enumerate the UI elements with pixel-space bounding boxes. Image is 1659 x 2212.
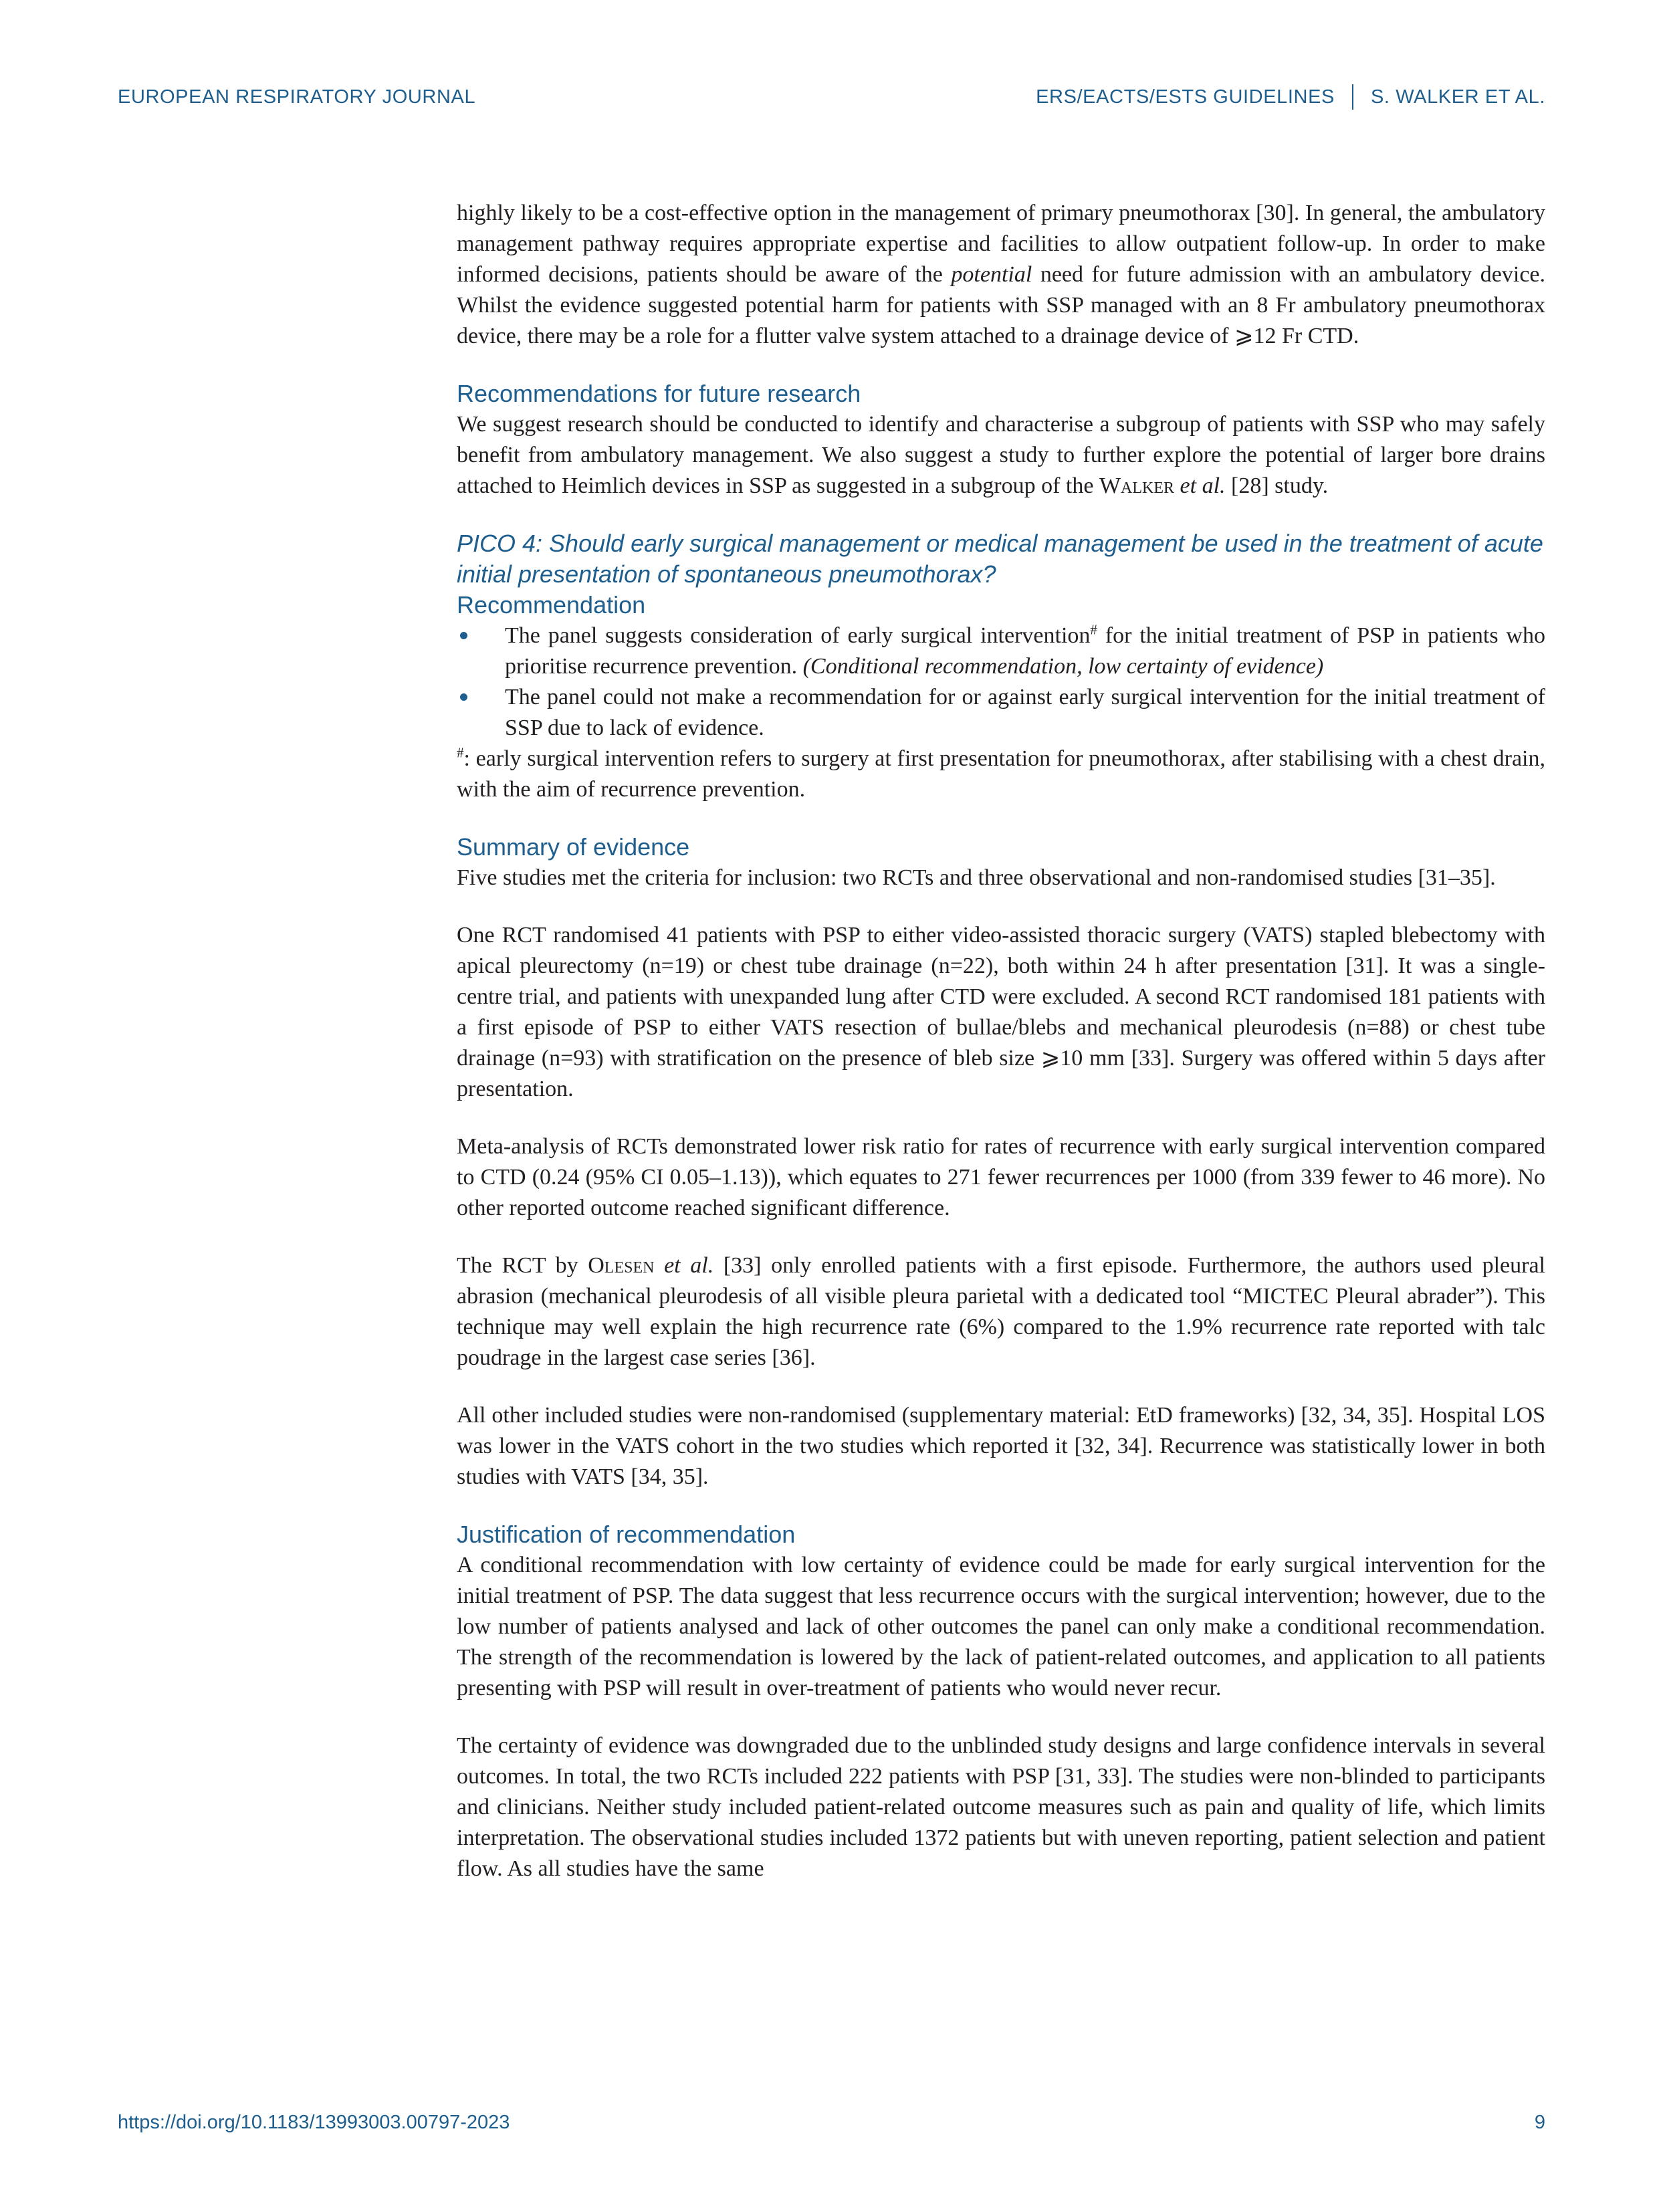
heading-future-research: Recommendations for future research [457,380,861,407]
running-head-right [1036,84,1545,110]
superscript-marker: # [1090,621,1097,638]
paragraph-future-research [457,409,1545,502]
running-head [118,84,1545,110]
smallcaps-author: Olesen [588,1253,665,1278]
bullet-item [457,682,1545,744]
paragraph-justification-2: The certainty of evidence was downgraded due to the unblinded study designs and large confidence intervals in several outcomes. In total, the two RCTs included 222 patients with PSP [31, 33]. The studies were non-blinded to participants and clinicians. Neither study included patient-related outcome measures such as pain and quality of life, which limits interpretation. The observational studies included 1372 patients but with uneven reporting, patient selection and patient flow. As all studies have the same [457,1733,1545,1881]
superscript-marker: # [457,744,464,761]
paragraph-summary-3: Meta-analysis of RCTs demonstrated lower risk ratio for rates of recurrence with early surgical intervention compared to CTD (0.24 (95% CI 0.05–1.13)), which equates to 271 fewer recurrences per 1000 (from 339 fewer to 46 more). No other reported outcome reached significant difference. [457,1134,1545,1220]
heading-summary-of-evidence: Summary of evidence [457,833,690,861]
paragraph-summary-2: One RCT randomised 41 patients with PSP to either video-assisted thoracic surgery (VATS) stapled blebectomy with apical pleurectomy (n=19) or chest tube drainage (n=22), both within 24 h after presentation [31]. It was a single-centre trial, and patients with unexpanded lung after CTD were excluded. A second RCT randomised 181 patients with a first episode of PSP to either VATS resection of bullae/blebs and mechanical pleurodesis (n=88) or chest tube drainage (n=93) with stratification on the presence of bleb size ⩾10 mm [33]. Surgery was offered within 5 days after presentation. [457,923,1545,1101]
text-run: We suggest research should be conducted to identify and characterise a subgroup of patients with SSP who may safely benefit from ambulatory management. We also suggest a study to further explore the potential of larger bore drains attached to Heimlich devices in SSP as suggested in a subgroup of the [457,412,1545,498]
text-run: [28] study. [1225,473,1329,498]
heading-justification: Justification of recommendation [457,1521,796,1548]
paragraph-summary-4 [457,1250,1545,1373]
paragraph-ambulatory [457,198,1545,352]
bullet-text [505,621,1545,682]
doi-link[interactable]: https://doi.org/10.1183/13993003.00797-2023 [118,2112,510,2133]
bullet-icon [460,632,467,639]
italic-run: potential [951,262,1032,287]
bullet-text: The panel could not make a recommendation for or against early surgical intervention for the initial treatment of SSP due to lack of evidence. [505,685,1545,740]
text-run: need for future admission with an ambulatory device. Whilst the evidence suggested potential harm for patients with SSP managed with an 8 Fr ambulatory pneumothorax device, there may be a role for a flutter valve system attached to a drainage device of ⩾12 Fr CTD. [457,262,1545,348]
heading-pico4: PICO 4: Should early surgical management or medical management be used in the treatment of acute initial presentation of spontaneous pneumothorax? [457,530,1543,588]
italic-run: et al. [1180,473,1226,498]
section-label: ERS/EACTS/ESTS GUIDELINES [1036,86,1335,108]
paragraph-summary-5: All other included studies were non-randomised (supplementary material: EtD frameworks) [32, 34, 35]. Hospital LOS was lower in the VATS cohort in the two studies which reported it [32, 34]. Recurrence was statistically lower in both studies with VATS [34, 35]. [457,1403,1545,1489]
page-footer [118,2112,1545,2134]
bullet-icon [460,693,467,701]
header-divider [1352,84,1353,110]
page-number: 9 [1534,2112,1545,2133]
recommendation-list [457,621,1545,744]
text-run: highly likely to be a cost-effective option in the management of primary pneumothorax [30]. In general, the ambulatory management pathway requires appropriate expertise and facilities to allow outpatient follow-up. In order to make informed decisions, patients should be aware of the [457,201,1545,287]
authors-label: S. WALKER ET AL. [1370,86,1545,108]
heading-recommendation: Recommendation [457,591,646,619]
paragraph-justification-1: A conditional recommendation with low certainty of evidence could be made for early surgical intervention for the initial treatment of PSP. The data suggest that less recurrence occurs with the surgical intervention; however, due to the low number of patients analysed and lack of other outcomes the panel can only make a conditional recommendation. The strength of the recommendation is lowered by the lack of patient-related outcomes, and application to all patients presenting with PSP will result in over-treatment of patients who would never recur. [457,1553,1545,1700]
text-run: : early surgical intervention refers to surgery at first presentation for pneumothorax, after stabilising with a chest drain, with the aim of recurrence prevention. [457,746,1545,802]
bullet-item [457,621,1545,682]
text-run: for the initial treatment of PSP in patients who prioritise recurrence prevention. [505,623,1545,679]
text-run: The panel suggests consideration of early surgical intervention [505,623,1091,648]
smallcaps-author: Walker [1099,473,1180,498]
italic-run: et al. [664,1253,714,1278]
paragraph-summary-1: Five studies met the criteria for inclusion: two RCTs and three observational and non-randomised studies [31–35]. [457,865,1496,890]
italic-run: (Conditional recommendation, low certainty of evidence) [802,654,1324,679]
footnote [457,744,1545,805]
journal-title: EUROPEAN RESPIRATORY JOURNAL [118,86,476,108]
text-run: The RCT by [457,1253,588,1278]
article-body [457,198,1545,1911]
text-run: [33] only enrolled patients with a first episode. Furthermore, the authors used pleural abrasion (mechanical pleurodesis of all visible pleura parietal with a dedicated tool “MICTEC Pleural abrader”). This technique may well explain the high recurrence rate (6%) compared to the 1.9% recurrence rate reported with talc poudrage in the largest case series [36]. [457,1253,1546,1370]
